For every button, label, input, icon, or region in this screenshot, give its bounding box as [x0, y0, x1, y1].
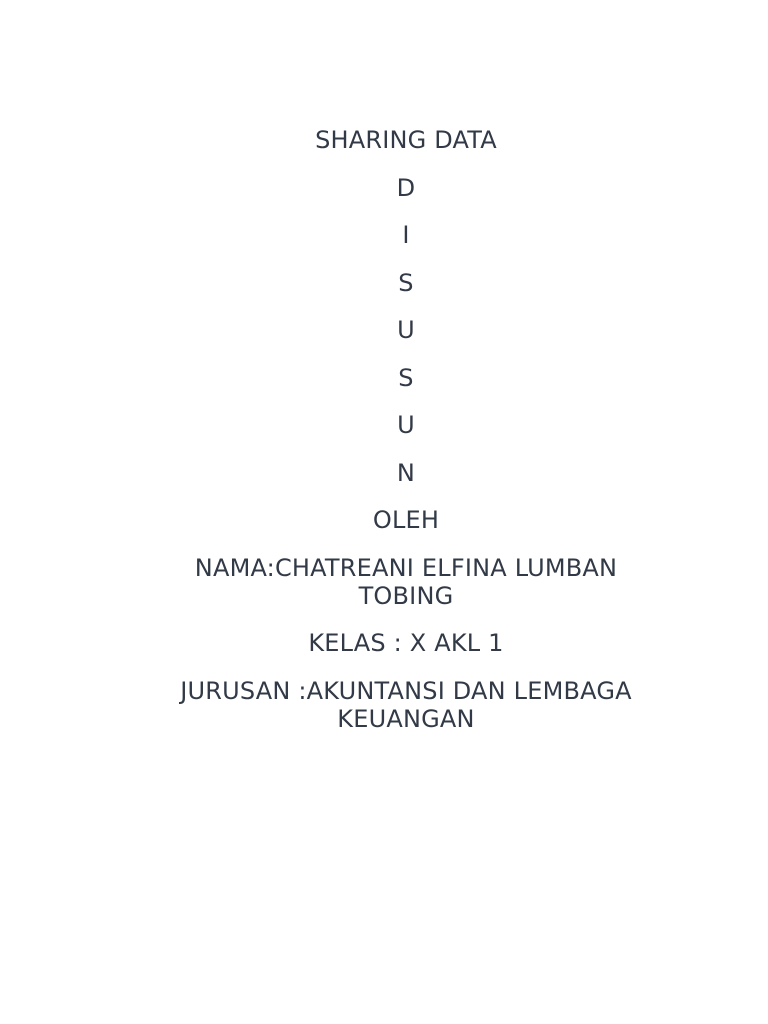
- disusun-letter: U: [397, 316, 415, 344]
- cover-text-block: [150, 126, 662, 752]
- student-class: KELAS : X AKL 1: [308, 629, 504, 657]
- disusun-letter: I: [402, 221, 410, 249]
- student-name: NAMA:CHATREANI ELFINA LUMBAN TOBING: [194, 553, 618, 610]
- oleh-label: OLEH: [372, 506, 440, 534]
- student-major: JURUSAN :AKUNTANSI DAN LEMBAGA KEUANGAN: [180, 676, 632, 733]
- disusun-letter: U: [397, 411, 415, 439]
- disusun-letter: S: [398, 363, 414, 392]
- disusun-letter: S: [398, 268, 414, 297]
- disusun-letter: N: [396, 458, 416, 487]
- disusun-letter: D: [396, 173, 416, 202]
- document-title: SHARING DATA: [315, 126, 497, 154]
